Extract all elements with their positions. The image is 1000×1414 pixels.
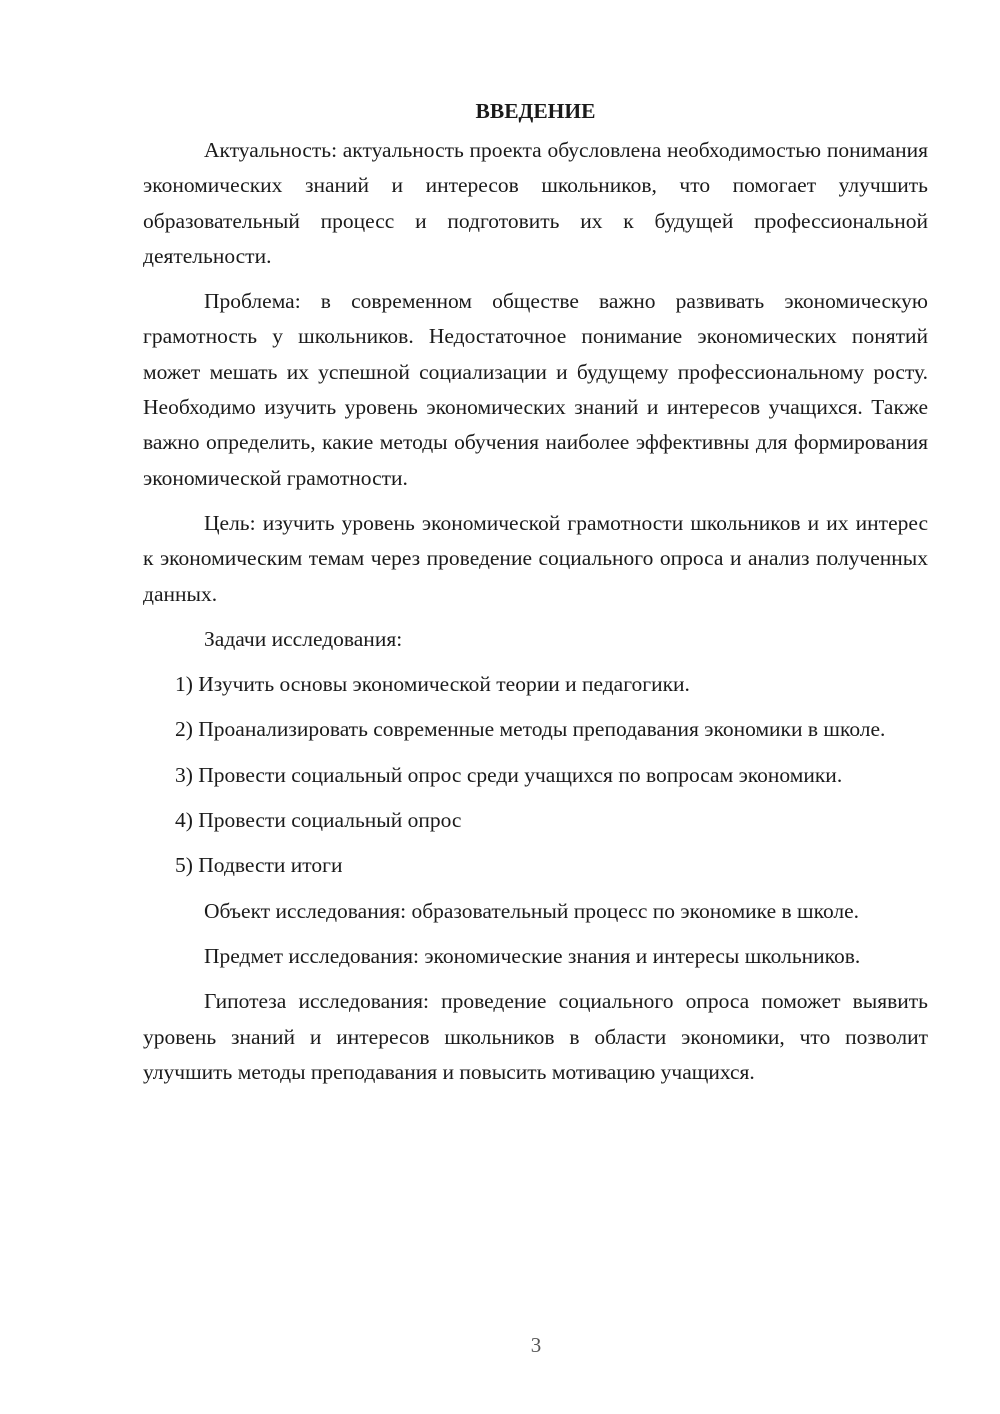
page-content — [143, 96, 928, 1100]
tasks-title: Задачи исследования: — [204, 626, 403, 651]
page-number: 3 — [530, 1333, 542, 1357]
task-item-1: 1) Изучить основы экономической теории и педагогики. — [175, 672, 690, 697]
goal-paragraph: Цель: изучить уровень экономической грамотности школьников и их интерес к экономическим темам через проведение социального опроса и анализ полученных данных. — [143, 510, 928, 606]
subject-paragraph: Предмет исследования: экономические знания и интересы школьников. — [204, 943, 861, 968]
task-item-5: 5) Подвести итоги — [175, 853, 343, 878]
task-item-3: 3) Провести социальный опрос среди учащихся по вопросам экономики. — [175, 762, 843, 787]
hypothesis-paragraph: Гипотеза исследования: проведение социального опроса поможет выявить уровень знаний и интересов школьников в области экономики, что позволит улучшить методы преподавания и повысить мотивацию учащихся. — [143, 989, 928, 1084]
object-paragraph: Объект исследования: образовательный процесс по экономике в школе. — [204, 898, 860, 923]
relevance-paragraph: Актуальность: актуальность проекта обусловлена необходимостью понимания экономических знаний и интересов школьников, что помогает улучшить образовательный процесс и подготовить их к будущей профессиональной деятельности. — [143, 138, 928, 268]
task-item-4: 4) Провести социальный опрос — [175, 808, 462, 833]
problem-paragraph: Проблема: в современном обществе важно развивать экономическую грамотность у школьников. Недостаточное понимание экономических понятий может мешать их успешной социализации и будущему профессиональному росту. Необходимо изучить уровень экономических знаний и интересов учащихся. Также важно определить, какие методы обучения наиболее эффективны для формирования экономической грамотности. — [143, 289, 928, 490]
task-item-2: 2) Проанализировать современные методы преподавания экономики в школе. — [175, 717, 886, 742]
page-number-footer — [0, 1333, 1000, 1358]
section-heading: ВВЕДЕНИЕ — [475, 99, 596, 123]
